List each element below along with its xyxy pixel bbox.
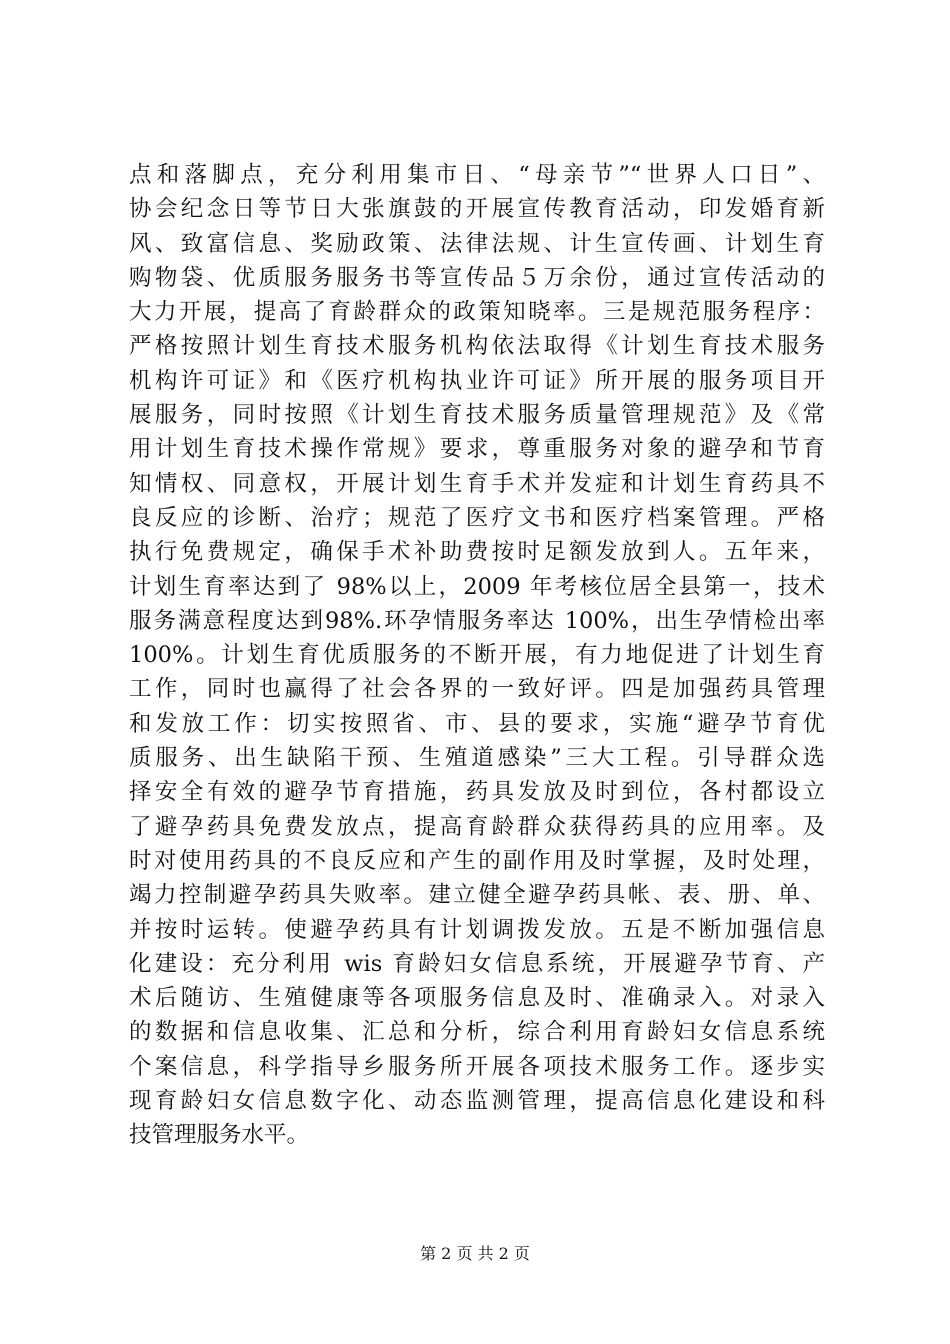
text-line: 术后随访、生殖健康等各项服务信息及时、准确录入。对录入	[129, 985, 825, 1012]
text-line: 大力开展，提高了育龄群众的政策知晓率。三是规范服务程序：	[129, 299, 825, 326]
text-line: 服务满意程度达到98%.环孕情服务率达 100%，出生孕情检出率	[129, 607, 825, 634]
text-line: 100%。计划生育优质服务的不断开展，有力地促进了计划生育	[129, 642, 825, 669]
text-line: 现育龄妇女信息数字化、动态监测管理，提高信息化建设和科	[129, 1088, 825, 1115]
text-line: 工作，同时也赢得了社会各界的一致好评。四是加强药具管理	[129, 676, 825, 703]
text-line: 化建设：充分利用 wis 育龄妇女信息系统，开展避孕节育、产	[129, 950, 825, 977]
text-line: 了避孕药具免费发放点，提高育龄群众获得药具的应用率。及	[129, 813, 825, 840]
text-line: 和发放工作：切实按照省、市、县的要求，实施“避孕节育优	[129, 710, 825, 737]
text-line: 展服务，同时按照《计划生育技术服务质量管理规范》及《常	[129, 402, 825, 429]
text-line: 技管理服务水平。	[129, 1122, 310, 1149]
text-line: 计划生育率达到了 98%以上，2009 年考核位居全县第一，技术	[129, 573, 825, 600]
text-line: 良反应的诊断、治疗；规范了医疗文书和医疗档案管理。严格	[129, 504, 825, 531]
text-line: 协会纪念日等节日大张旗鼓的开展宣传教育活动，印发婚育新	[129, 196, 825, 223]
text-line: 知情权、同意权，开展计划生育手术并发症和计划生育药具不	[129, 470, 825, 497]
text-line: 竭力控制避孕药具失败率。建立健全避孕药具帐、表、册、单、	[129, 882, 825, 909]
text-line: 严格按照计划生育技术服务机构依法取得《计划生育技术服务	[129, 333, 825, 360]
text-line: 机构许可证》和《医疗机构执业许可证》所开展的服务项目开	[129, 367, 825, 394]
page-number-footer: 第 2 页 共 2 页	[420, 1244, 530, 1263]
text-line: 用计划生育技术操作常规》要求，尊重服务对象的避孕和节育	[129, 436, 825, 463]
text-line: 的数据和信息收集、汇总和分析，综合利用育龄妇女信息系统	[129, 1019, 825, 1046]
text-line: 执行免费规定，确保手术补助费按时足额发放到人。五年来，	[129, 539, 825, 566]
text-line: 购物袋、优质服务服务书等宣传品５万余份，通过宣传活动的	[129, 264, 825, 291]
text-line: 点和落脚点，充分利用集市日、“母亲节”“世界人口日”、	[129, 162, 825, 188]
text-line: 时对使用药具的不良反应和产生的副作用及时掌握，及时处理，	[129, 847, 825, 874]
text-line: 择安全有效的避孕节育措施，药具发放及时到位，各村都设立	[129, 779, 825, 806]
body-paragraph	[129, 158, 825, 1153]
text-line: 个案信息，科学指导乡服务所开展各项技术服务工作。逐步实	[129, 1053, 825, 1080]
text-line: 质服务、出生缺陷干预、生殖道感染”三大工程。引导群众选	[129, 745, 825, 772]
text-line: 风、致富信息、奖励政策、法律法规、计生宣传画、计划生育	[129, 230, 825, 257]
text-line: 并按时运转。使避孕药具有计划调拨发放。五是不断加强信息	[129, 916, 825, 943]
